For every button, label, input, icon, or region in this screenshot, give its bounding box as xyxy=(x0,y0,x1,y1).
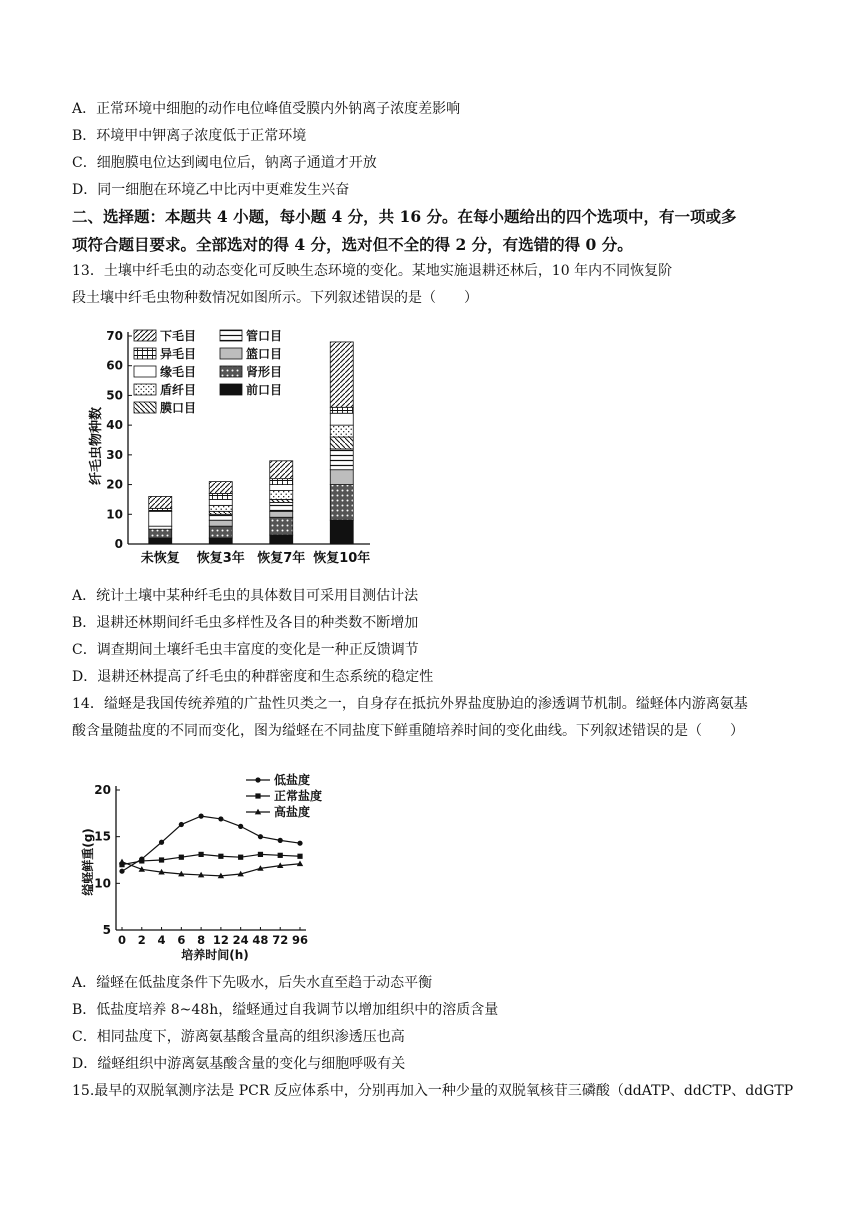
q13-bar-segment xyxy=(270,502,293,511)
q14-point xyxy=(218,816,223,821)
q13-x-tick-label: 恢复10年 xyxy=(313,551,371,566)
q13-bar-segment xyxy=(270,535,293,544)
q13-option-b: B．退耕还林期间纤毛虫多样性及各目的种类数不断增加 xyxy=(72,615,419,631)
q13-legend-swatch xyxy=(134,402,156,413)
q13-bar-segment xyxy=(270,461,293,479)
q14-option-b: B．低盐度培养 8~48h，缢蛏通过自我调节以增加组织中的溶质含量 xyxy=(72,1002,499,1018)
q14-point xyxy=(258,834,263,839)
q13-y-axis-label: 纤毛虫物种数 xyxy=(89,406,104,486)
q13-bar-segment xyxy=(209,538,232,544)
q14-point xyxy=(297,854,302,859)
q13-bar-segment xyxy=(330,342,353,407)
q13-bar-segment xyxy=(149,529,172,538)
q14-x-tick-label: 6 xyxy=(177,933,186,947)
q13-bar-segment xyxy=(149,496,172,508)
q14-point xyxy=(159,840,164,845)
q13-bar-segment xyxy=(149,511,172,526)
q14-x-tick-label: 0 xyxy=(117,933,127,947)
q14-point xyxy=(297,841,302,846)
q13-x-tick-label: 未恢复 xyxy=(140,551,180,566)
q14-stem-line2: 酸含量随盐度的不同而变化，图为缢蛏在不同盐度下鲜重随培养时间的变化曲线。下列叙述错误的是（ ） xyxy=(72,723,744,739)
q14-option-c: C．相同盐度下，游离氨基酸含量高的组织渗透压也高 xyxy=(72,1029,405,1045)
q14-point xyxy=(199,852,204,857)
q13-y-tick-label: 70 xyxy=(106,329,123,343)
q13-bar-segment xyxy=(330,449,353,470)
q13-legend-swatch xyxy=(134,330,156,341)
q13-legend-swatch xyxy=(134,384,156,395)
q14-series-line xyxy=(122,862,300,876)
q14-x-tick-label: 12 xyxy=(212,933,229,947)
q14-y-tick-label: 10 xyxy=(94,876,111,891)
q14-x-axis-label: 培养时间(h) xyxy=(181,948,249,962)
q13-bar-segment xyxy=(209,505,232,511)
q13-legend-label: 膜口目 xyxy=(160,401,197,415)
q12-option-c: C．细胞膜电位达到阈电位后，钠离子通道才开放 xyxy=(72,155,377,171)
q14-point xyxy=(258,852,263,857)
q13-legend-swatch xyxy=(220,330,242,341)
q12-option-b: B．环境甲中钾离子浓度低于正常环境 xyxy=(72,128,307,144)
q13-legend-swatch xyxy=(220,348,242,359)
q14-x-tick-label: 48 xyxy=(252,933,269,947)
q13-bar-segment xyxy=(209,520,232,526)
q13-legend-label: 肾形目 xyxy=(246,365,283,379)
q13-y-tick-label: 40 xyxy=(106,418,123,433)
q13-bar-segment xyxy=(209,526,232,538)
q14-point xyxy=(238,824,243,829)
q13-y-tick-label: 50 xyxy=(106,388,123,403)
section-heading-line2: 项符合题目要求。全部选对的得 4 分，选对但不全的得 2 分，有选错的得 0 分。 xyxy=(72,235,633,254)
section-heading-line1: 二、选择题：本题共 4 小题，每小题 4 分，共 16 分。在每小题给出的四个选项中，有一项或多 xyxy=(72,207,737,226)
q14-x-tick-label: 96 xyxy=(291,933,309,947)
q14-point xyxy=(297,861,303,867)
q14-series-line xyxy=(122,816,300,871)
q13-y-tick-label: 60 xyxy=(106,358,123,373)
q13-stacked-bar-chart xyxy=(70,318,390,576)
q12-option-d: D．同一细胞在环境乙中比丙中更难发生兴奋 xyxy=(72,182,350,198)
q14-point xyxy=(278,838,283,843)
q14-point xyxy=(119,859,125,865)
q13-bar-segment xyxy=(270,479,293,485)
q13-y-tick-label: 0 xyxy=(114,537,123,551)
q14-point xyxy=(179,822,184,827)
q13-legend-label: 前口目 xyxy=(246,383,283,397)
q13-legend-swatch xyxy=(220,384,242,395)
q13-bar-segment xyxy=(209,499,232,505)
q13-bar-segment xyxy=(330,437,353,449)
q14-x-tick-label: 72 xyxy=(272,933,289,947)
q13-bar-segment xyxy=(330,425,353,437)
q13-bar-segment xyxy=(270,499,293,502)
q13-legend-label: 异毛目 xyxy=(160,347,197,361)
q13-legend-swatch xyxy=(220,366,242,377)
q13-bar-segment xyxy=(270,491,293,500)
q13-bar-segment xyxy=(330,470,353,485)
q13-bar-segment xyxy=(209,493,232,499)
q13-stem-line2: 段土壤中纤毛虫物种数情况如图所示。下列叙述错误的是（ ） xyxy=(72,290,478,306)
q13-bar-segment xyxy=(209,482,232,494)
q14-legend-label: 低盐度 xyxy=(274,773,311,787)
q13-bar-segment xyxy=(149,526,172,529)
q14-point xyxy=(278,853,283,858)
q13-bar-segment xyxy=(330,520,353,544)
q13-bar-segment xyxy=(330,485,353,521)
q13-bar-segment xyxy=(149,508,172,511)
q13-option-c: C．调查期间土壤纤毛虫丰富度的变化是一种正反馈调节 xyxy=(72,642,419,658)
q13-legend-label: 管口目 xyxy=(246,329,283,343)
q14-option-a: A．缢蛏在低盐度条件下先吸水，后失水直至趋于动态平衡 xyxy=(72,975,433,991)
q14-x-tick-label: 8 xyxy=(197,933,206,947)
q14-y-tick-label: 20 xyxy=(94,783,111,797)
q13-y-tick-label: 30 xyxy=(106,447,123,462)
q14-x-tick-label: 24 xyxy=(232,933,249,947)
q14-option-d: D．缢蛏组织中游离氨基酸含量的变化与细胞呼吸有关 xyxy=(72,1056,406,1072)
q13-option-a: A．统计土壤中某种纤毛虫的具体数目可采用目测估计法 xyxy=(72,588,419,604)
q13-bar-segment xyxy=(209,511,232,514)
q13-option-d: D．退耕还林提高了纤毛虫的种群密度和生态系统的稳定性 xyxy=(72,669,434,685)
q14-point xyxy=(139,858,144,863)
q13-legend-label: 盾纤目 xyxy=(160,383,197,397)
q13-bar-segment xyxy=(270,517,293,535)
q14-point xyxy=(238,855,243,860)
q14-point xyxy=(255,777,260,782)
q14-legend-label: 正常盐度 xyxy=(274,789,323,803)
q14-x-tick-label: 2 xyxy=(137,933,146,947)
q14-point xyxy=(119,869,124,874)
q14-point xyxy=(179,855,184,860)
q13-y-tick-label: 10 xyxy=(106,507,123,522)
q13-x-tick-label: 恢复7年 xyxy=(257,551,306,566)
q13-bar-segment xyxy=(270,485,293,491)
q14-y-axis-label: 缢蛏鲜重(g) xyxy=(81,828,95,896)
q13-bar-segment xyxy=(330,413,353,425)
q14-line-chart xyxy=(70,762,370,966)
q14-stem-line1: 14．缢蛏是我国传统养殖的广盐性贝类之一，自身存在抵抗外界盐度胁迫的渗透调节机制。缢蛏体内游离氨基 xyxy=(72,696,748,712)
q13-legend-label: 篮口目 xyxy=(246,347,283,361)
q14-x-tick-label: 4 xyxy=(157,933,166,947)
q14-point xyxy=(159,857,164,862)
q14-point xyxy=(199,814,204,819)
q13-bar-segment xyxy=(149,538,172,544)
q13-stem-line1: 13．土壤中纤毛虫的动态变化可反映生态环境的变化。某地实施退耕还林后，10 年内不同恢复阶 xyxy=(72,263,673,279)
q14-y-tick-label: 5 xyxy=(102,923,111,937)
q14-point xyxy=(218,854,223,859)
q13-x-tick-label: 恢复3年 xyxy=(196,551,245,566)
q13-bar-segment xyxy=(209,514,232,520)
q14-legend-label: 高盐度 xyxy=(274,805,311,819)
q13-legend-swatch xyxy=(134,366,156,377)
q13-bar-segment xyxy=(330,407,353,413)
q14-point xyxy=(255,793,260,798)
q14-series-line xyxy=(122,854,300,864)
q13-y-tick-label: 20 xyxy=(106,477,123,492)
q15-stem: 15.最早的双脱氧测序法是 PCR 反应体系中，分别再加入一种少量的双脱氧核苷三磷酸（ddATP、ddCTP、ddGTP xyxy=(72,1083,794,1099)
q13-legend-label: 下毛目 xyxy=(160,329,197,343)
q13-legend-swatch xyxy=(134,348,156,359)
q13-legend-label: 缘毛目 xyxy=(160,365,197,379)
q14-y-tick-label: 15 xyxy=(94,829,111,844)
q13-bar-segment xyxy=(270,511,293,517)
q12-option-a: A．正常环境中细胞的动作电位峰值受膜内外钠离子浓度差影响 xyxy=(72,101,461,117)
